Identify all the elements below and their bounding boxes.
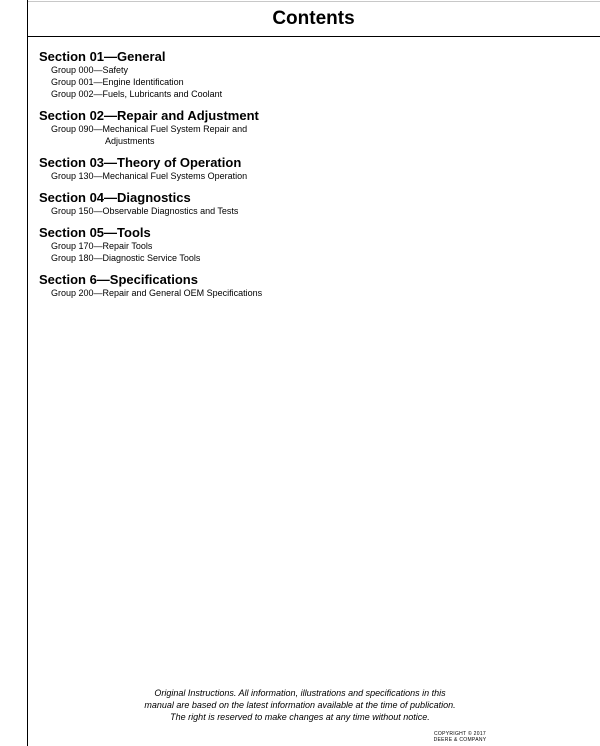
group-item[interactable]: Group 200—Repair and General OEM Specifications xyxy=(51,288,263,298)
group-item[interactable] xyxy=(39,123,579,147)
top-rule xyxy=(27,1,600,2)
toc-section-01 xyxy=(39,50,579,100)
toc-section-04 xyxy=(39,191,579,217)
table-of-contents xyxy=(39,50,579,308)
left-margin-rule xyxy=(27,0,28,746)
group-item[interactable]: Group 150—Observable Diagnostics and Tests xyxy=(51,206,239,216)
toc-section-06 xyxy=(39,273,579,299)
group-list xyxy=(39,170,579,182)
group-item[interactable]: Group 180—Diagnostic Service Tools xyxy=(51,253,201,263)
toc-section-05 xyxy=(39,226,579,264)
notice-line: Original Instructions. All information, illustrations and specifications in this xyxy=(154,688,446,698)
section-heading[interactable]: Section 02—Repair and Adjustment xyxy=(39,108,259,123)
notice-line: The right is reserved to make changes at any time without notice. xyxy=(170,712,430,722)
group-list xyxy=(39,64,579,100)
copyright-notice xyxy=(400,731,520,743)
group-item[interactable]: Group 002—Fuels, Lubricants and Coolant xyxy=(51,89,223,99)
section-heading[interactable]: Section 6—Specifications xyxy=(39,272,198,287)
publication-notice xyxy=(60,687,540,723)
group-item-continuation: Adjustments xyxy=(105,136,155,146)
group-item[interactable]: Group 001—Engine Identification xyxy=(51,77,184,87)
section-heading[interactable]: Section 01—General xyxy=(39,49,166,64)
group-item[interactable]: Group 130—Mechanical Fuel Systems Operation xyxy=(51,171,248,181)
toc-section-02 xyxy=(39,109,579,147)
group-list xyxy=(39,287,579,299)
toc-section-03 xyxy=(39,156,579,182)
group-item[interactable]: Group 000—Safety xyxy=(51,65,129,75)
group-list xyxy=(39,240,579,264)
copyright-line: COPYRIGHT © 2017 xyxy=(433,731,487,737)
page-title: Contents xyxy=(272,8,355,29)
section-heading[interactable]: Section 05—Tools xyxy=(39,225,151,240)
notice-line: manual are based on the latest information available at the time of publication. xyxy=(144,700,456,710)
copyright-line: DEERE & COMPANY xyxy=(433,737,487,743)
section-heading[interactable]: Section 03—Theory of Operation xyxy=(39,155,242,170)
group-list xyxy=(39,205,579,217)
group-item-text: Group 090—Mechanical Fuel System Repair and xyxy=(51,124,248,134)
section-heading[interactable]: Section 04—Diagnostics xyxy=(39,190,191,205)
group-item[interactable]: Group 170—Repair Tools xyxy=(51,241,153,251)
title-underline xyxy=(27,36,600,37)
group-list xyxy=(39,123,579,147)
